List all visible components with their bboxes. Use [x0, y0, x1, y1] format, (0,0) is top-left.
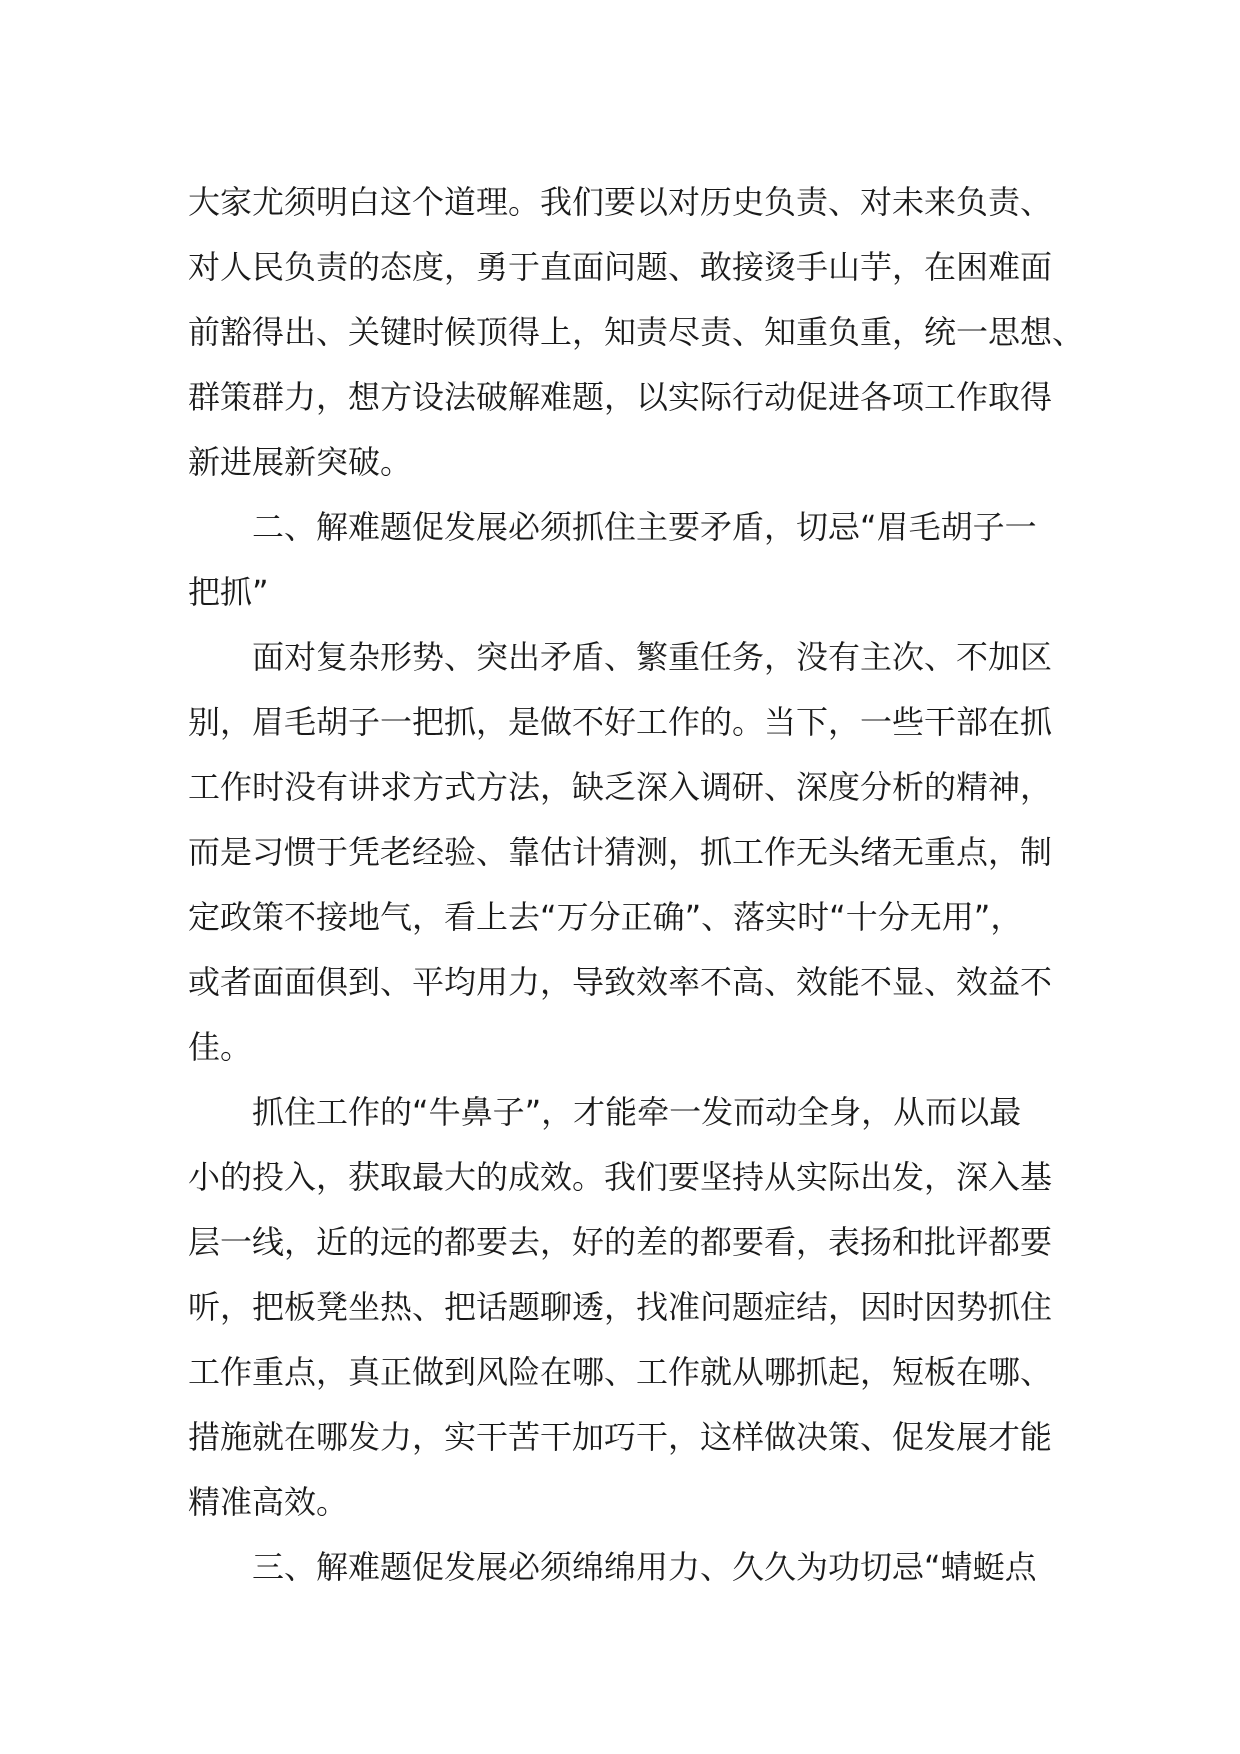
text-line: 小的投入，获取最大的成效。我们要坚持从实际出发，深入基	[188, 1158, 1053, 1196]
text-line: 大家尤须明白这个道理。我们要以对历史负责、对未来负责、	[188, 183, 1053, 221]
text-line: 精准高效。	[188, 1483, 349, 1521]
section-heading-2-line: 把抓”	[188, 573, 269, 611]
text-line: 新进展新突破。	[188, 443, 413, 481]
body-text	[188, 170, 1085, 1600]
text-line: 佳。	[188, 1028, 253, 1066]
text-line: 定政策不接地气，看上去“万分正确”、落实时“十分无用”，	[188, 898, 1023, 936]
text-line: 抓住工作的“牛鼻子”，才能牵一发而动全身，从而以最	[252, 1093, 1022, 1131]
section-heading-2-line: 二、解难题促发展必须抓住主要矛盾，切忌“眉毛胡子一	[252, 508, 1037, 546]
section-heading-3-line: 三、解难题促发展必须绵绵用力、久久为功切忌“蜻蜓点	[252, 1548, 1037, 1586]
text-line: 工作重点，真正做到风险在哪、工作就从哪抓起，短板在哪、	[188, 1353, 1053, 1391]
text-line: 对人民负责的态度，勇于直面问题、敢接烫手山芋，在困难面	[188, 248, 1053, 286]
text-line: 群策群力，想方设法破解难题，以实际行动促进各项工作取得	[188, 378, 1053, 416]
text-line: 前豁得出、关键时候顶得上，知责尽责、知重负重，统一思想、	[188, 313, 1085, 351]
text-line: 面对复杂形势、突出矛盾、繁重任务，没有主次、不加区	[252, 638, 1053, 676]
text-line: 工作时没有讲求方式方法，缺乏深入调研、深度分析的精神，	[188, 768, 1053, 806]
text-line: 层一线，近的远的都要去，好的差的都要看，表扬和批评都要	[188, 1223, 1053, 1261]
text-line: 或者面面俱到、平均用力，导致效率不高、效能不显、效益不	[188, 963, 1053, 1001]
text-line: 而是习惯于凭老经验、靠估计猜测，抓工作无头绪无重点，制	[188, 833, 1053, 871]
text-line: 听，把板凳坐热、把话题聊透，找准问题症结，因时因势抓住	[188, 1288, 1053, 1326]
text-line: 别，眉毛胡子一把抓，是做不好工作的。当下，一些干部在抓	[188, 703, 1053, 741]
text-line: 措施就在哪发力，实干苦干加巧干，这样做决策、促发展才能	[188, 1418, 1053, 1456]
